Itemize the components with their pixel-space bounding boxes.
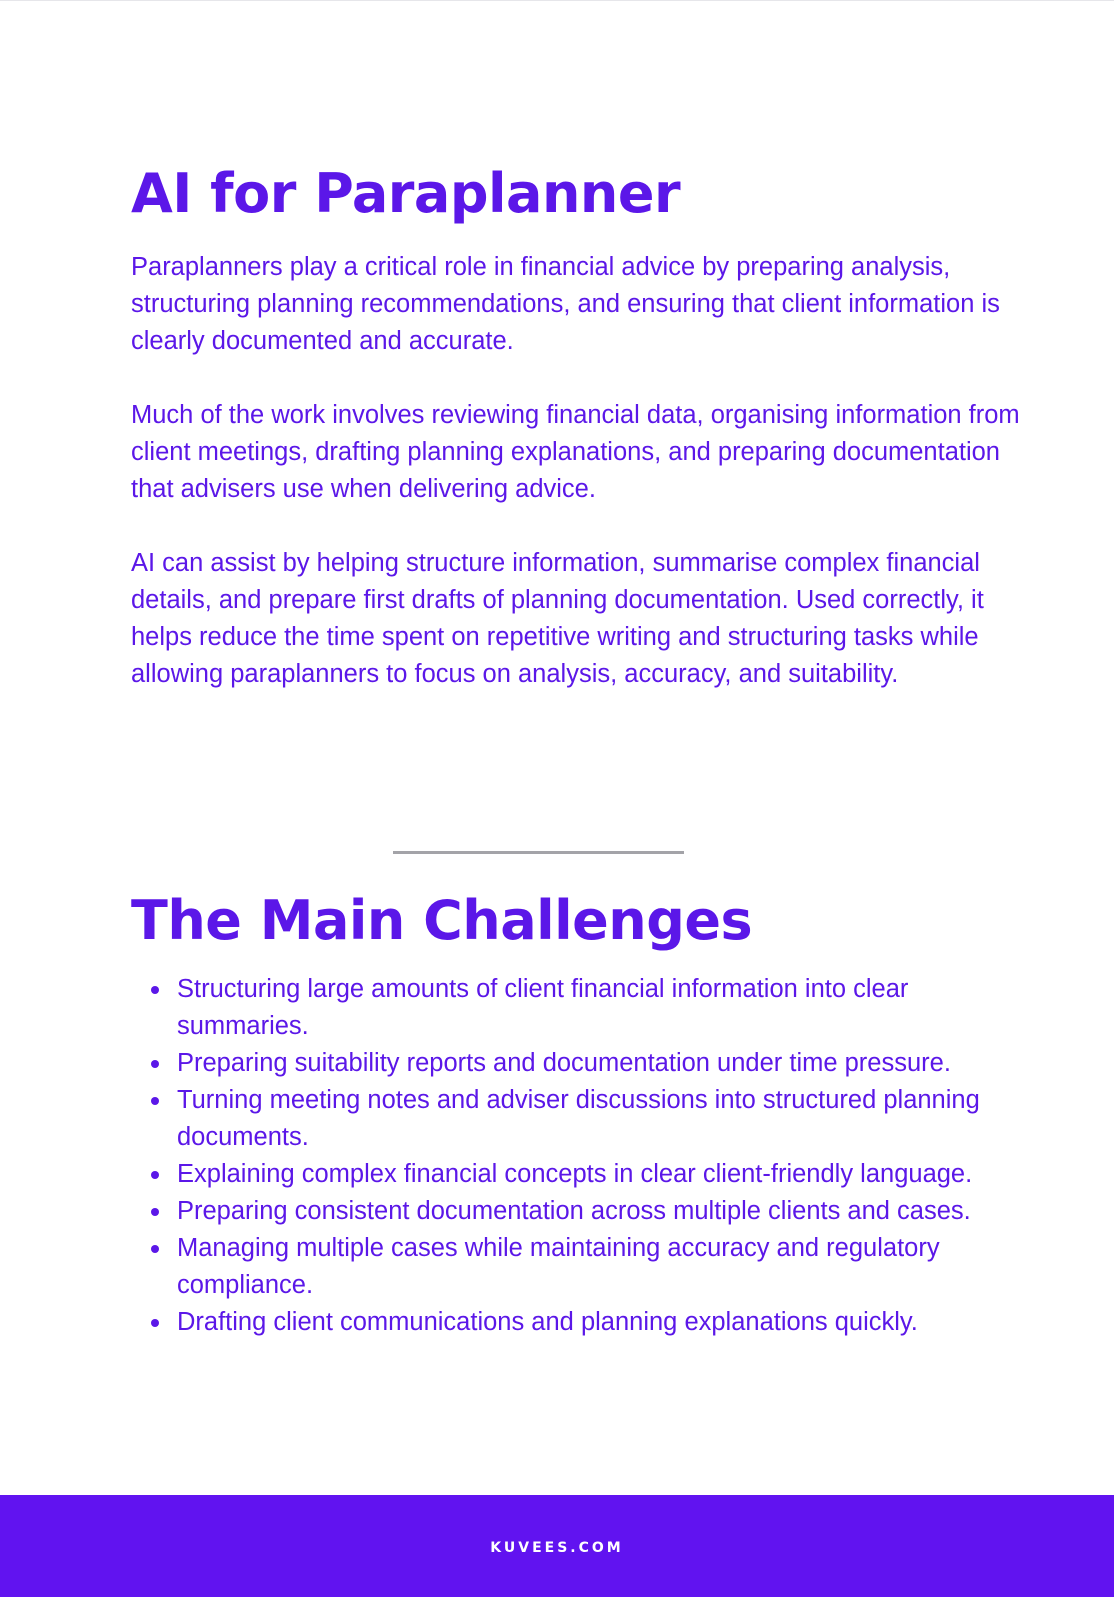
page-title: AI for Paraplanner: [131, 162, 681, 225]
list-item: Preparing suitability reports and documentation under time pressure.: [131, 1045, 1021, 1082]
list-item: Managing multiple cases while maintaining accuracy and regulatory compliance.: [131, 1230, 1021, 1304]
list-item: Preparing consistent documentation across multiple clients and cases.: [131, 1193, 1021, 1230]
footer-bar: [0, 1495, 1114, 1597]
section-heading: The Main Challenges: [131, 889, 753, 952]
list-item: Drafting client communications and planning explanations quickly.: [131, 1304, 1021, 1341]
section-divider: [393, 851, 684, 854]
top-border-line: [0, 0, 1114, 1]
challenges-section: [131, 881, 1021, 1341]
intro-section: [131, 154, 1021, 693]
footer-website: KUVEES.COM: [490, 1540, 624, 1556]
list-item: Explaining complex financial concepts in clear client-friendly language.: [131, 1156, 1021, 1193]
list-item: Structuring large amounts of client financial information into clear summaries.: [131, 971, 1021, 1045]
list-item: Turning meeting notes and adviser discussions into structured planning documents.: [131, 1082, 1021, 1156]
intro-paragraph-3: AI can assist by helping structure information, summarise complex financial details, and prepare first drafts of planning documentation. Used correctly, it helps reduce the time spent on repetitive writing and structuring tasks while allowing paraplanners to focus on analysis, accuracy, and suitability.: [131, 549, 984, 688]
intro-paragraph-1: Paraplanners play a critical role in financial advice by preparing analysis, structuring planning recommendations, and ensuring that client information is clearly documented and accurate.: [131, 253, 1000, 355]
intro-paragraph-2: Much of the work involves reviewing financial data, organising information from client meetings, drafting planning explanations, and preparing documentation that advisers use when delivering advice.: [131, 401, 1020, 503]
challenge-list: [131, 971, 1021, 1341]
